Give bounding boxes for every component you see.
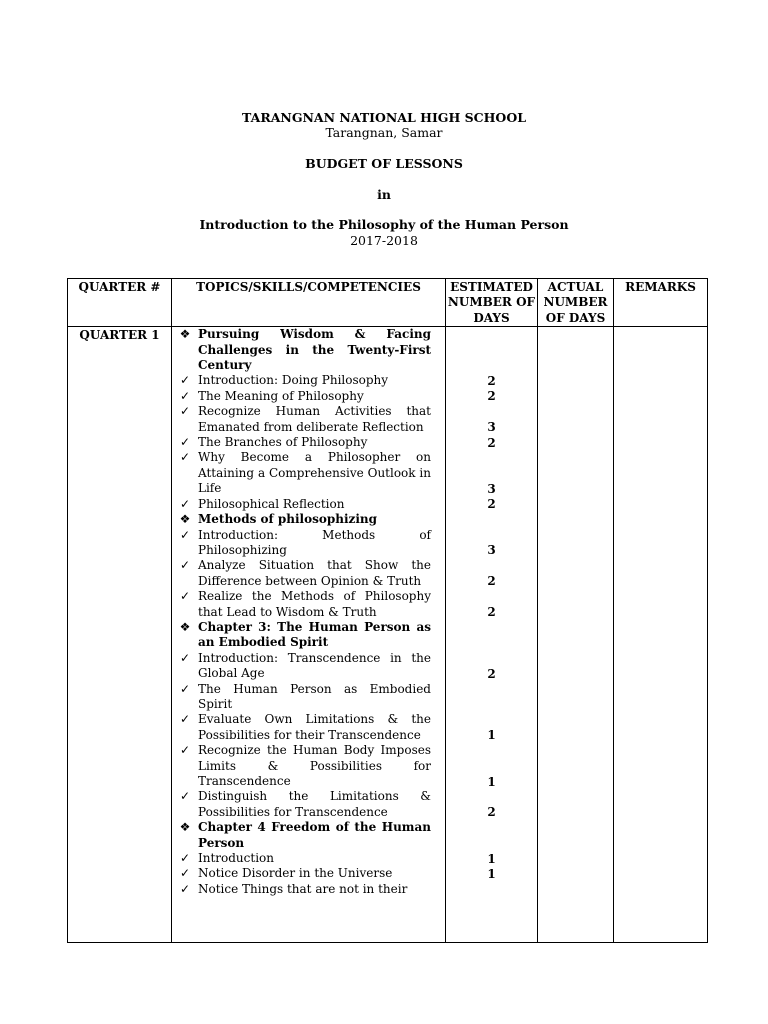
estimated-days-value: 1 [487,728,496,743]
estimated-days-value: 2 [487,805,496,820]
list-item [172,435,445,450]
checkmark-icon: ✓ [179,789,191,804]
item-text: Introduction [198,851,274,866]
item-text: Notice Disorder in the Universe [198,866,393,881]
school-year: 2017-2018 [350,233,418,248]
checkmark-icon: ✓ [179,435,191,450]
estimated-days-value: 2 [487,373,496,388]
item-text: The Meaning of Philosophy [198,388,364,403]
subject-title: Introduction to the Philosophy of the Human Person [199,217,569,232]
list-item [172,404,445,435]
remarks-cell [614,327,708,943]
estimated-days-value: 3 [487,481,496,496]
estimated-days-value: 2 [487,497,496,512]
item-text: Distinguish the Limitations & Possibilities for Transcendence [198,789,431,819]
item-text: Evaluate Own Limitations & the Possibilities for their Transcendence [198,712,431,742]
item-text: Introduction: Doing Philosophy [198,373,389,388]
checkmark-icon: ✓ [179,650,191,665]
table-header-row [68,279,708,327]
checkmark-icon: ✓ [179,558,191,573]
checkmark-icon: ✓ [179,589,191,604]
checkmark-icon: ✓ [179,373,191,388]
diamond-bullet-icon: ❖ [179,619,191,634]
diamond-bullet-icon: ❖ [179,327,191,342]
list-item [172,589,445,620]
checkmark-icon: ✓ [179,450,191,465]
item-text: Chapter 3: The Human Person as an Embodied Spirit [198,619,431,650]
col-header-estimated: ESTIMATED NUMBER OF DAYS [446,279,538,327]
item-text: Notice Things that are not in their [198,881,408,896]
item-text: Introduction: Methods of Philosophizing [198,527,431,557]
list-item [172,743,445,789]
checkmark-icon: ✓ [179,712,191,727]
estimated-days-value: 1 [487,866,496,881]
list-item [172,450,445,496]
section-heading-item [172,327,445,373]
estimated-days-cell [446,327,538,943]
checkmark-icon: ✓ [179,681,191,696]
list-item [172,651,445,682]
section-heading-item [172,820,445,851]
table-row [68,327,708,943]
estimated-days-value: 2 [487,666,496,681]
list-item [172,373,445,388]
estimated-days-value: 2 [487,574,496,589]
section-heading-item [172,512,445,527]
item-text: The Branches of Philosophy [198,435,368,450]
budget-table [67,278,708,943]
item-text: Recognize the Human Body Imposes Limits & Possibilities for Transcendence [198,743,431,788]
estimated-days-value: 3 [487,420,496,435]
item-text: Methods of philosophizing [198,512,378,527]
list-item [172,882,445,897]
checkmark-icon: ✓ [179,496,191,511]
checkmark-icon: ✓ [179,404,191,419]
document-title: BUDGET OF LESSONS [305,156,463,171]
quarter-cell: QUARTER 1 [68,327,172,943]
col-header-remarks: REMARKS [614,279,708,327]
estimated-days-value: 1 [487,774,496,789]
item-text: Recognize Human Activities that Emanated from deliberate Reflection [198,404,431,434]
checkmark-icon: ✓ [179,881,191,896]
school-name: TARANGNAN NATIONAL HIGH SCHOOL [242,110,526,125]
section-heading-item [172,620,445,651]
item-text: Philosophical Reflection [198,496,345,511]
list-item [172,789,445,820]
list-item [172,866,445,881]
estimated-days-value: 2 [487,389,496,404]
list-item [172,389,445,404]
estimated-days-value: 1 [487,851,496,866]
checkmark-icon: ✓ [179,851,191,866]
item-text: The Human Person as Embodied Spirit [198,681,431,711]
diamond-bullet-icon: ❖ [179,820,191,835]
actual-days-cell [538,327,614,943]
school-location: Tarangnan, Samar [325,125,443,140]
checkmark-icon: ✓ [179,743,191,758]
checkmark-icon: ✓ [179,388,191,403]
list-item [172,851,445,866]
list-item [172,558,445,589]
estimated-days-value: 2 [487,435,496,450]
list-item [172,682,445,713]
topics-cell [172,327,446,943]
list-item [172,528,445,559]
checkmark-icon: ✓ [179,866,191,881]
list-item [172,497,445,512]
col-header-topics: TOPICS/SKILLS/COMPETENCIES [172,279,446,327]
estimated-days-value: 3 [487,543,496,558]
item-text: Why Become a Philosopher on Attaining a Comprehensive Outlook in Life [198,450,431,496]
col-header-quarter: QUARTER # [68,279,172,327]
item-text: Analyze Situation that Show the Difference between Opinion & Truth [198,558,431,588]
item-text: Introduction: Transcendence in the Global Age [198,650,431,681]
checkmark-icon: ✓ [179,527,191,542]
estimated-days-value: 2 [487,605,496,620]
list-item [172,712,445,743]
item-text: Pursuing Wisdom & Facing Challenges in the Twenty-First Century [198,327,431,373]
diamond-bullet-icon: ❖ [179,512,191,527]
item-text: Realize the Methods of Philosophy that Lead to Wisdom & Truth [198,589,431,619]
col-header-actual: ACTUAL NUMBER OF DAYS [538,279,614,327]
item-text: Chapter 4 Freedom of the Human Person [198,820,431,850]
title-connector: in [377,187,391,202]
